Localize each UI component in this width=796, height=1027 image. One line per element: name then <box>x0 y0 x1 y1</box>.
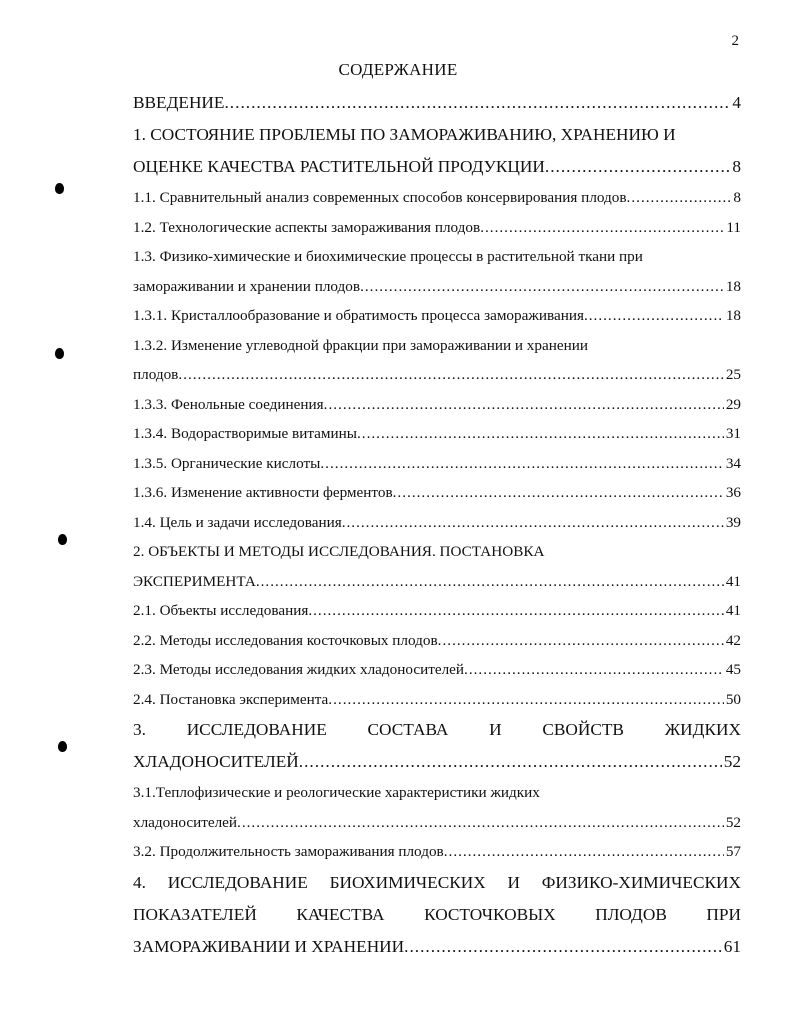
toc-entry: 1.3.4. Водорастворимые витамины ..... 31 <box>133 419 741 449</box>
toc-entry: 3.2. Продолжительность замораживания плодов ..... 57 <box>133 837 741 867</box>
punch-hole-mark <box>58 534 67 545</box>
toc-entry: 2.2. Методы исследования косточковых плодов ..... 42 <box>133 626 741 656</box>
toc-entry: 2.1. Объекты исследования ..... 41 <box>133 596 741 626</box>
toc-entry: хладоносителей ..... 52 <box>133 808 741 838</box>
toc-entry: 3.1.Теплофизические и реологические характеристики жидких <box>133 784 540 801</box>
toc-entry: ЭКСПЕРИМЕНТА ..... 41 <box>133 567 741 597</box>
toc-entry: ЗАМОРАЖИВАНИИ И ХРАНЕНИИ ..... 61 <box>133 931 741 963</box>
toc-entry: 1.3.6. Изменение активности ферментов ..... 36 <box>133 478 741 508</box>
toc-entry: 1.2. Технологические аспекты замораживания плодов ..... 11 <box>133 213 741 243</box>
toc-entry: 4. ИССЛЕДОВАНИЕ БИОХИМИЧЕСКИХ И ФИЗИКО-ХИМИЧЕСКИХ <box>133 872 741 892</box>
toc-entry: 1.3.5. Органические кислоты ..... 34 <box>133 449 741 479</box>
toc-entry: 1.4. Цель и задачи исследования ..... 39 <box>133 508 741 538</box>
table-of-contents <box>133 87 741 963</box>
toc-entry: ОЦЕНКЕ КАЧЕСТВА РАСТИТЕЛЬНОЙ ПРОДУКЦИИ ..... 8 <box>133 151 741 183</box>
toc-entry: ВВЕДЕНИЕ ..... 4 <box>133 87 741 119</box>
toc-entry: плодов ..... 25 <box>133 360 741 390</box>
punch-hole-mark <box>58 741 67 752</box>
toc-entry: ХЛАДОНОСИТЕЛЕЙ ..... 52 <box>133 746 741 778</box>
toc-entry: 2.4. Постановка эксперимента ..... 50 <box>133 685 741 715</box>
toc-entry: 2.3. Методы исследования жидких хладоносителей ..... 45 <box>133 655 741 685</box>
toc-entry: 1.3.2. Изменение углеводной фракции при замораживании и хранении <box>133 336 588 354</box>
punch-hole-mark <box>55 183 64 194</box>
toc-entry: 1. СОСТОЯНИЕ ПРОБЛЕМЫ ПО ЗАМОРАЖИВАНИЮ, ХРАНЕНИЮ И <box>133 125 676 144</box>
toc-entry: ПОКАЗАТЕЛЕЙ КАЧЕСТВА КОСТОЧКОВЫХ ПЛОДОВ ПРИ <box>133 904 741 924</box>
toc-entry: 1.3. Физико-химические и биохимические процессы в растительной ткани при <box>133 248 643 265</box>
punch-hole-mark <box>55 348 64 359</box>
toc-entry: 2. ОБЪЕКТЫ И МЕТОДЫ ИССЛЕДОВАНИЯ. ПОСТАНОВКА <box>133 543 545 560</box>
toc-entry: 1.3.3. Фенольные соединения ..... 29 <box>133 390 741 420</box>
page-number: 2 <box>731 33 739 49</box>
toc-entry: 1.1. Сравнительный анализ современных способов консервирования плодов ..... 8 <box>133 183 741 213</box>
toc-title: СОДЕРЖАНИЕ <box>338 60 458 79</box>
toc-entry: 1.3.1. Кристаллообразование и обратимость процесса замораживания ..... 18 <box>133 301 741 331</box>
toc-entry: 3. ИССЛЕДОВАНИЕ СОСТАВА И СВОЙСТВ ЖИДКИХ <box>133 720 741 739</box>
toc-entry: замораживании и хранении плодов ..... 18 <box>133 272 741 302</box>
